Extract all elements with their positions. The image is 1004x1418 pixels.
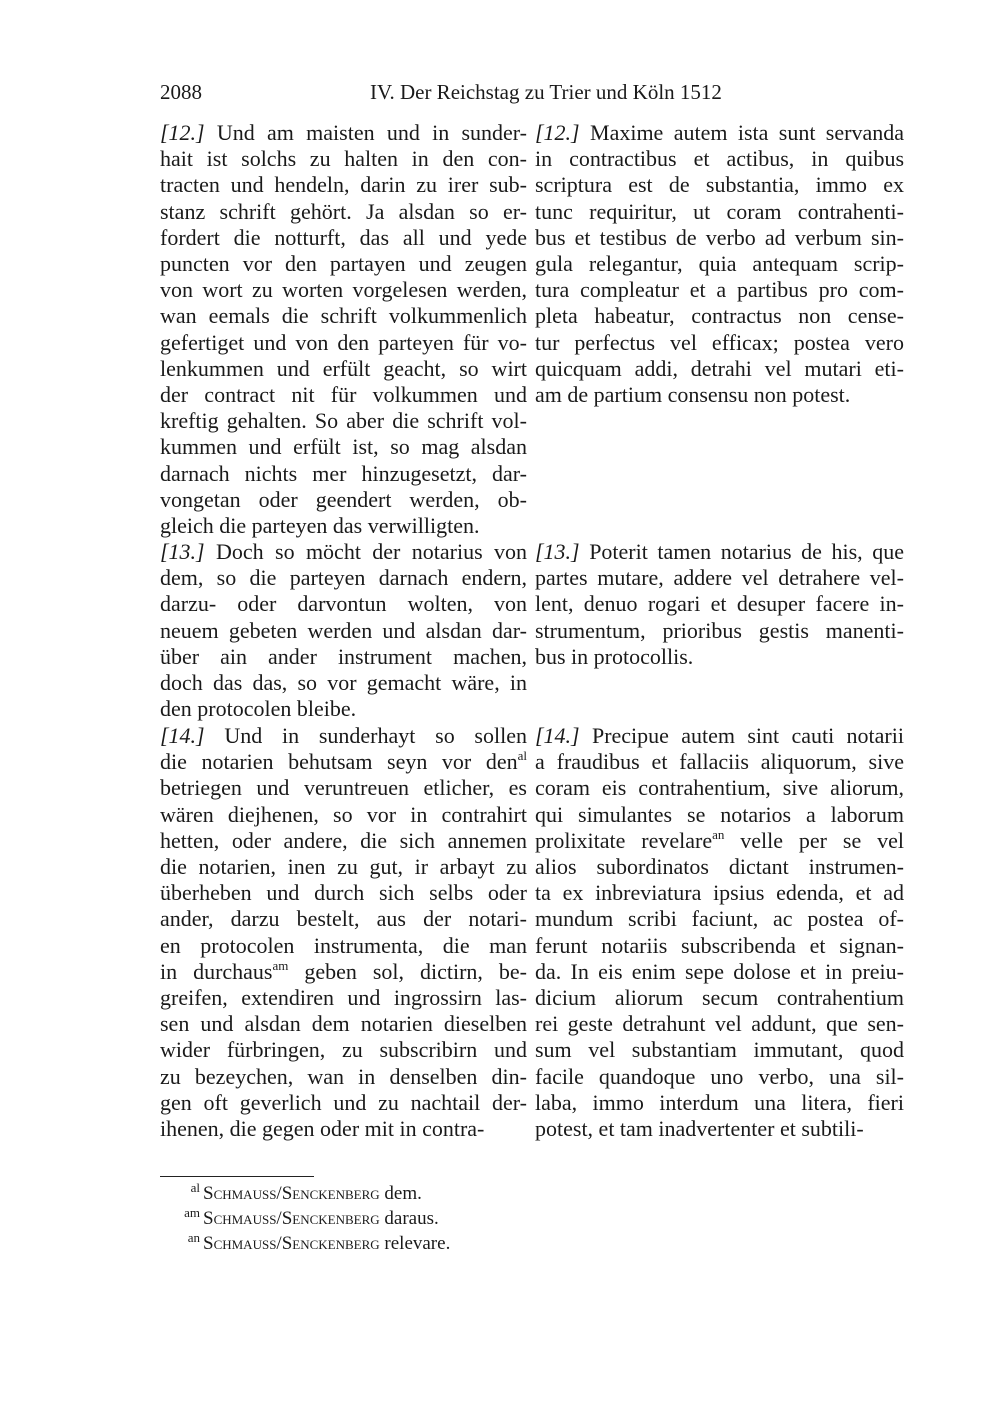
- page-number: 2088: [160, 80, 202, 104]
- line-text: Und in sunderhayt so sollen: [204, 723, 527, 748]
- text-line: [160, 828, 527, 854]
- text-line: [160, 696, 527, 722]
- line-text: in contractibus et actibus, in quibus: [535, 146, 904, 172]
- line-text: potest, et tam inadvertenter et subtili-: [535, 1116, 864, 1142]
- text-line: [535, 618, 904, 644]
- paragraph-number: [13.]: [160, 539, 205, 564]
- text-line: [160, 251, 527, 277]
- line-text: ihenen, die gegen oder mit in contra-: [160, 1116, 485, 1142]
- line-text: Doch so möcht der notarius von: [204, 539, 527, 564]
- text-line: [160, 513, 527, 539]
- line-text: wan eemals die schrift volkummenlich: [160, 303, 527, 329]
- text-line: [160, 1064, 527, 1090]
- text-line: [160, 565, 527, 591]
- line-text: alios subordinatos dictant instrumen-: [535, 854, 904, 880]
- text-line: [160, 618, 527, 644]
- text-line: [160, 408, 527, 434]
- text-line: [535, 644, 904, 670]
- text-line: [535, 906, 904, 932]
- line-text: rei geste detrahunt vel addunt, que sen-: [535, 1011, 904, 1037]
- running-header: [160, 80, 905, 108]
- line-text: doch das das, so vor gemacht wäre, in: [160, 670, 527, 696]
- text-line: [535, 225, 904, 251]
- text-line: [160, 591, 527, 617]
- text-line: [535, 251, 904, 277]
- footnote-reference: al: [517, 748, 527, 764]
- text-line: [160, 199, 527, 225]
- line-text: in durchaus: [160, 958, 273, 984]
- line-text: scriptura est de substantia, immo ex: [535, 172, 904, 198]
- text-line: [160, 723, 527, 749]
- paragraph-number: [14.]: [535, 723, 580, 748]
- footnote-source: Schmauss/Senckenberg: [203, 1208, 380, 1229]
- line-text: geben sol, dictirn, be-: [288, 958, 527, 984]
- text-line: [160, 854, 527, 880]
- line-text: Maxime autem ista sunt servanda: [579, 120, 904, 145]
- text-line: [160, 1011, 527, 1037]
- line-text: gula relegantur, quia antequam scrip-: [535, 251, 904, 277]
- line-text: darnach nichts mer hinzugesetzt, dar-: [160, 460, 527, 486]
- line-text: lenkummen und erfült geacht, so wirt: [160, 355, 527, 381]
- text-line: [160, 277, 527, 303]
- text-line: [535, 802, 904, 828]
- running-title: IV. Der Reichstag zu Trier und Köln 1512: [370, 80, 722, 104]
- line-text: die notarien behutsam seyn vor den: [160, 749, 518, 775]
- footnote-text: daraus.: [379, 1208, 439, 1229]
- footnote-text: relevare.: [379, 1233, 451, 1254]
- line-text: wären diejhenen, so vor in contrahirt: [160, 801, 527, 827]
- text-line: [160, 670, 527, 696]
- text-line: [535, 356, 904, 382]
- text-line: [535, 723, 904, 749]
- text-line: [160, 356, 527, 382]
- text-line: [160, 1090, 527, 1116]
- text-line: [535, 828, 904, 854]
- text-line: [160, 539, 527, 565]
- paragraph-12-german: [160, 120, 527, 539]
- text-line: [535, 880, 904, 906]
- line-text: fordert die notturft, das all und yede: [160, 224, 527, 250]
- line-text: den protocolen bleibe.: [160, 696, 357, 722]
- line-text: hetten, oder andere, die sich annemen: [160, 827, 527, 853]
- footnote-reference: an: [712, 826, 725, 842]
- line-text: Precipue autem sint cauti notarii: [579, 723, 904, 748]
- line-text: strumentum, prioribus gestis manenti-: [535, 617, 904, 643]
- line-text: kummen und erfült ist, so mag alsdan: [160, 434, 527, 460]
- text-line: [535, 199, 904, 225]
- text-line: [535, 303, 904, 329]
- line-text: darzu- oder darvontun wolten, von: [160, 591, 527, 617]
- text-line: [160, 225, 527, 251]
- text-line: [160, 330, 527, 356]
- line-text: en protocolen instrumenta, die man: [160, 932, 527, 958]
- footnote-rule: [160, 1176, 314, 1177]
- text-line: [160, 172, 527, 198]
- text-line: [160, 382, 527, 408]
- text-line: [160, 434, 527, 460]
- line-text: dicium aliorum secum contrahentium: [535, 985, 904, 1011]
- text-line: [535, 539, 904, 565]
- paragraph-13-german: [160, 539, 527, 722]
- line-text: bus et testibus de verbo ad verbum sin-: [535, 224, 904, 250]
- line-text: ander, darzu bestelt, aus der notari-: [160, 906, 527, 932]
- text-line: [535, 591, 904, 617]
- line-text: bus in protocollis.: [535, 643, 694, 669]
- footnote-source: Schmauss/Senckenberg: [203, 1183, 380, 1204]
- text-line: [160, 775, 527, 801]
- line-text: die notarien, inen zu gut, ir arbayt zu: [160, 854, 527, 880]
- text-line: [160, 1037, 527, 1063]
- line-text: facile quandoque uno verbo, una sil-: [535, 1063, 904, 1089]
- line-text: a fraudibus et fallaciis aliquorum, sive: [535, 749, 904, 775]
- text-line: [535, 120, 904, 146]
- line-text: über ain ander instrument machen,: [160, 643, 527, 669]
- line-text: ta ex inbreviatura ipsius edenda, et ad: [535, 880, 904, 906]
- line-text: kreftig gehalten. So aber die schrift vol-: [160, 408, 527, 434]
- text-line: [535, 146, 904, 172]
- line-text: tracten und hendeln, darin zu irer sub-: [160, 172, 527, 198]
- text-line: [160, 959, 527, 985]
- text-line: [160, 1116, 527, 1142]
- text-line: [160, 120, 527, 146]
- line-text: prolixitate revelare: [535, 827, 713, 853]
- line-text: gefertiget und von den parteyen für vo-: [160, 329, 527, 355]
- paragraph-14-german: [160, 723, 527, 1142]
- line-text: tur perfectus vel efficax; postea vero: [535, 329, 904, 355]
- footnote-reference: am: [272, 957, 289, 973]
- text-line: [535, 382, 904, 408]
- paragraph-14-latin: [535, 723, 904, 1142]
- text-line: [160, 802, 527, 828]
- line-text: am de partium consensu non potest.: [535, 382, 851, 408]
- line-text: gen oft geverlich und zu nachtail der-: [160, 1089, 527, 1115]
- text-line: [535, 277, 904, 303]
- text-line: [535, 1037, 904, 1063]
- paragraph-number: [12.]: [535, 120, 580, 145]
- text-line: [535, 330, 904, 356]
- text-line: [160, 749, 527, 775]
- text-line: [535, 1116, 904, 1142]
- text-line: [160, 644, 527, 670]
- line-text: velle per se vel: [724, 827, 904, 853]
- text-line: [160, 461, 527, 487]
- line-text: tura compleatur et a partibus pro com-: [535, 277, 904, 303]
- text-line: [535, 985, 904, 1011]
- text-line: [160, 985, 527, 1011]
- line-text: coram eis contrahentium, sive aliorum,: [535, 775, 904, 801]
- paragraph-number: [12.]: [160, 120, 205, 145]
- line-text: pleta habeatur, contractus non cense-: [535, 303, 904, 329]
- text-line: [535, 1090, 904, 1116]
- line-text: quicquam addi, detrahi vel mutari eti-: [535, 355, 904, 381]
- line-text: puncten vor den partayen und zeugen: [160, 251, 527, 277]
- line-text: stanz schrift gehört. Ja alsdan so er-: [160, 198, 527, 224]
- footnote-am: am Schmauss/Senckenberg daraus.: [184, 1205, 439, 1229]
- line-text: mundum scribi faciunt, ac postea of-: [535, 906, 904, 932]
- footnote-al: al Schmauss/Senckenberg dem.: [190, 1180, 422, 1204]
- line-text: tunc requiritur, ut coram contrahenti-: [535, 198, 904, 224]
- footnote-an: an Schmauss/Senckenberg relevare.: [187, 1230, 451, 1254]
- line-text: laba, immo interdum una litera, fieri: [535, 1089, 904, 1115]
- line-text: Poterit tamen notarius de his, que: [579, 539, 904, 564]
- text-line: [535, 749, 904, 775]
- line-text: überheben und durch sich selbs oder: [160, 880, 527, 906]
- text-line: [535, 1011, 904, 1037]
- line-text: hait ist solchs zu halten in den con-: [160, 146, 527, 172]
- line-text: sen und alsdan dem notarien dieselben: [160, 1011, 527, 1037]
- paragraph-12-latin: [535, 120, 904, 408]
- line-text: partes mutare, addere vel detrahere vel-: [535, 565, 904, 591]
- line-text: qui simulantes se notarios a laborum: [535, 801, 904, 827]
- text-line: [535, 172, 904, 198]
- line-text: von wort zu worten vorgelesen werden,: [160, 277, 527, 303]
- text-line: [535, 775, 904, 801]
- text-line: [535, 854, 904, 880]
- line-text: Und am maisten und in sunder-: [204, 120, 527, 145]
- text-line: [535, 933, 904, 959]
- line-text: der contract nit für volkummen und: [160, 382, 527, 408]
- text-line: [160, 303, 527, 329]
- line-text: da. In eis enim sepe dolose et in preiu-: [535, 958, 904, 984]
- line-text: greifen, extendiren und ingrossirn las-: [160, 985, 527, 1011]
- line-text: neuem gebeten werden und alsdan dar-: [160, 617, 527, 643]
- text-line: [160, 933, 527, 959]
- footnote-text: dem.: [379, 1183, 422, 1204]
- line-text: vongetan oder geendert werden, ob-: [160, 486, 527, 512]
- text-line: [535, 959, 904, 985]
- text-line: [160, 906, 527, 932]
- line-text: betriegen und veruntreuen etlicher, es: [160, 775, 527, 801]
- line-text: wider fürbringen, zu subscribirn und: [160, 1037, 527, 1063]
- footnote-source: Schmauss/Senckenberg: [203, 1233, 380, 1254]
- text-line: [160, 487, 527, 513]
- line-text: ferunt notariis subscribenda et signan-: [535, 932, 904, 958]
- text-line: [535, 1064, 904, 1090]
- line-text: zu bezeychen, wan in denselben din-: [160, 1063, 527, 1089]
- line-text: dem, so die parteyen darnach endern,: [160, 565, 527, 591]
- text-line: [160, 880, 527, 906]
- paragraph-13-latin: [535, 539, 904, 670]
- line-text: gleich die parteyen das verwilligten.: [160, 513, 480, 539]
- paragraph-number: [14.]: [160, 723, 205, 748]
- paragraph-number: [13.]: [535, 539, 580, 564]
- line-text: lent, denuo rogari et desuper facere in-: [535, 591, 904, 617]
- text-line: [535, 565, 904, 591]
- text-line: [160, 146, 527, 172]
- line-text: sum vel substantiam immutant, quod: [535, 1037, 904, 1063]
